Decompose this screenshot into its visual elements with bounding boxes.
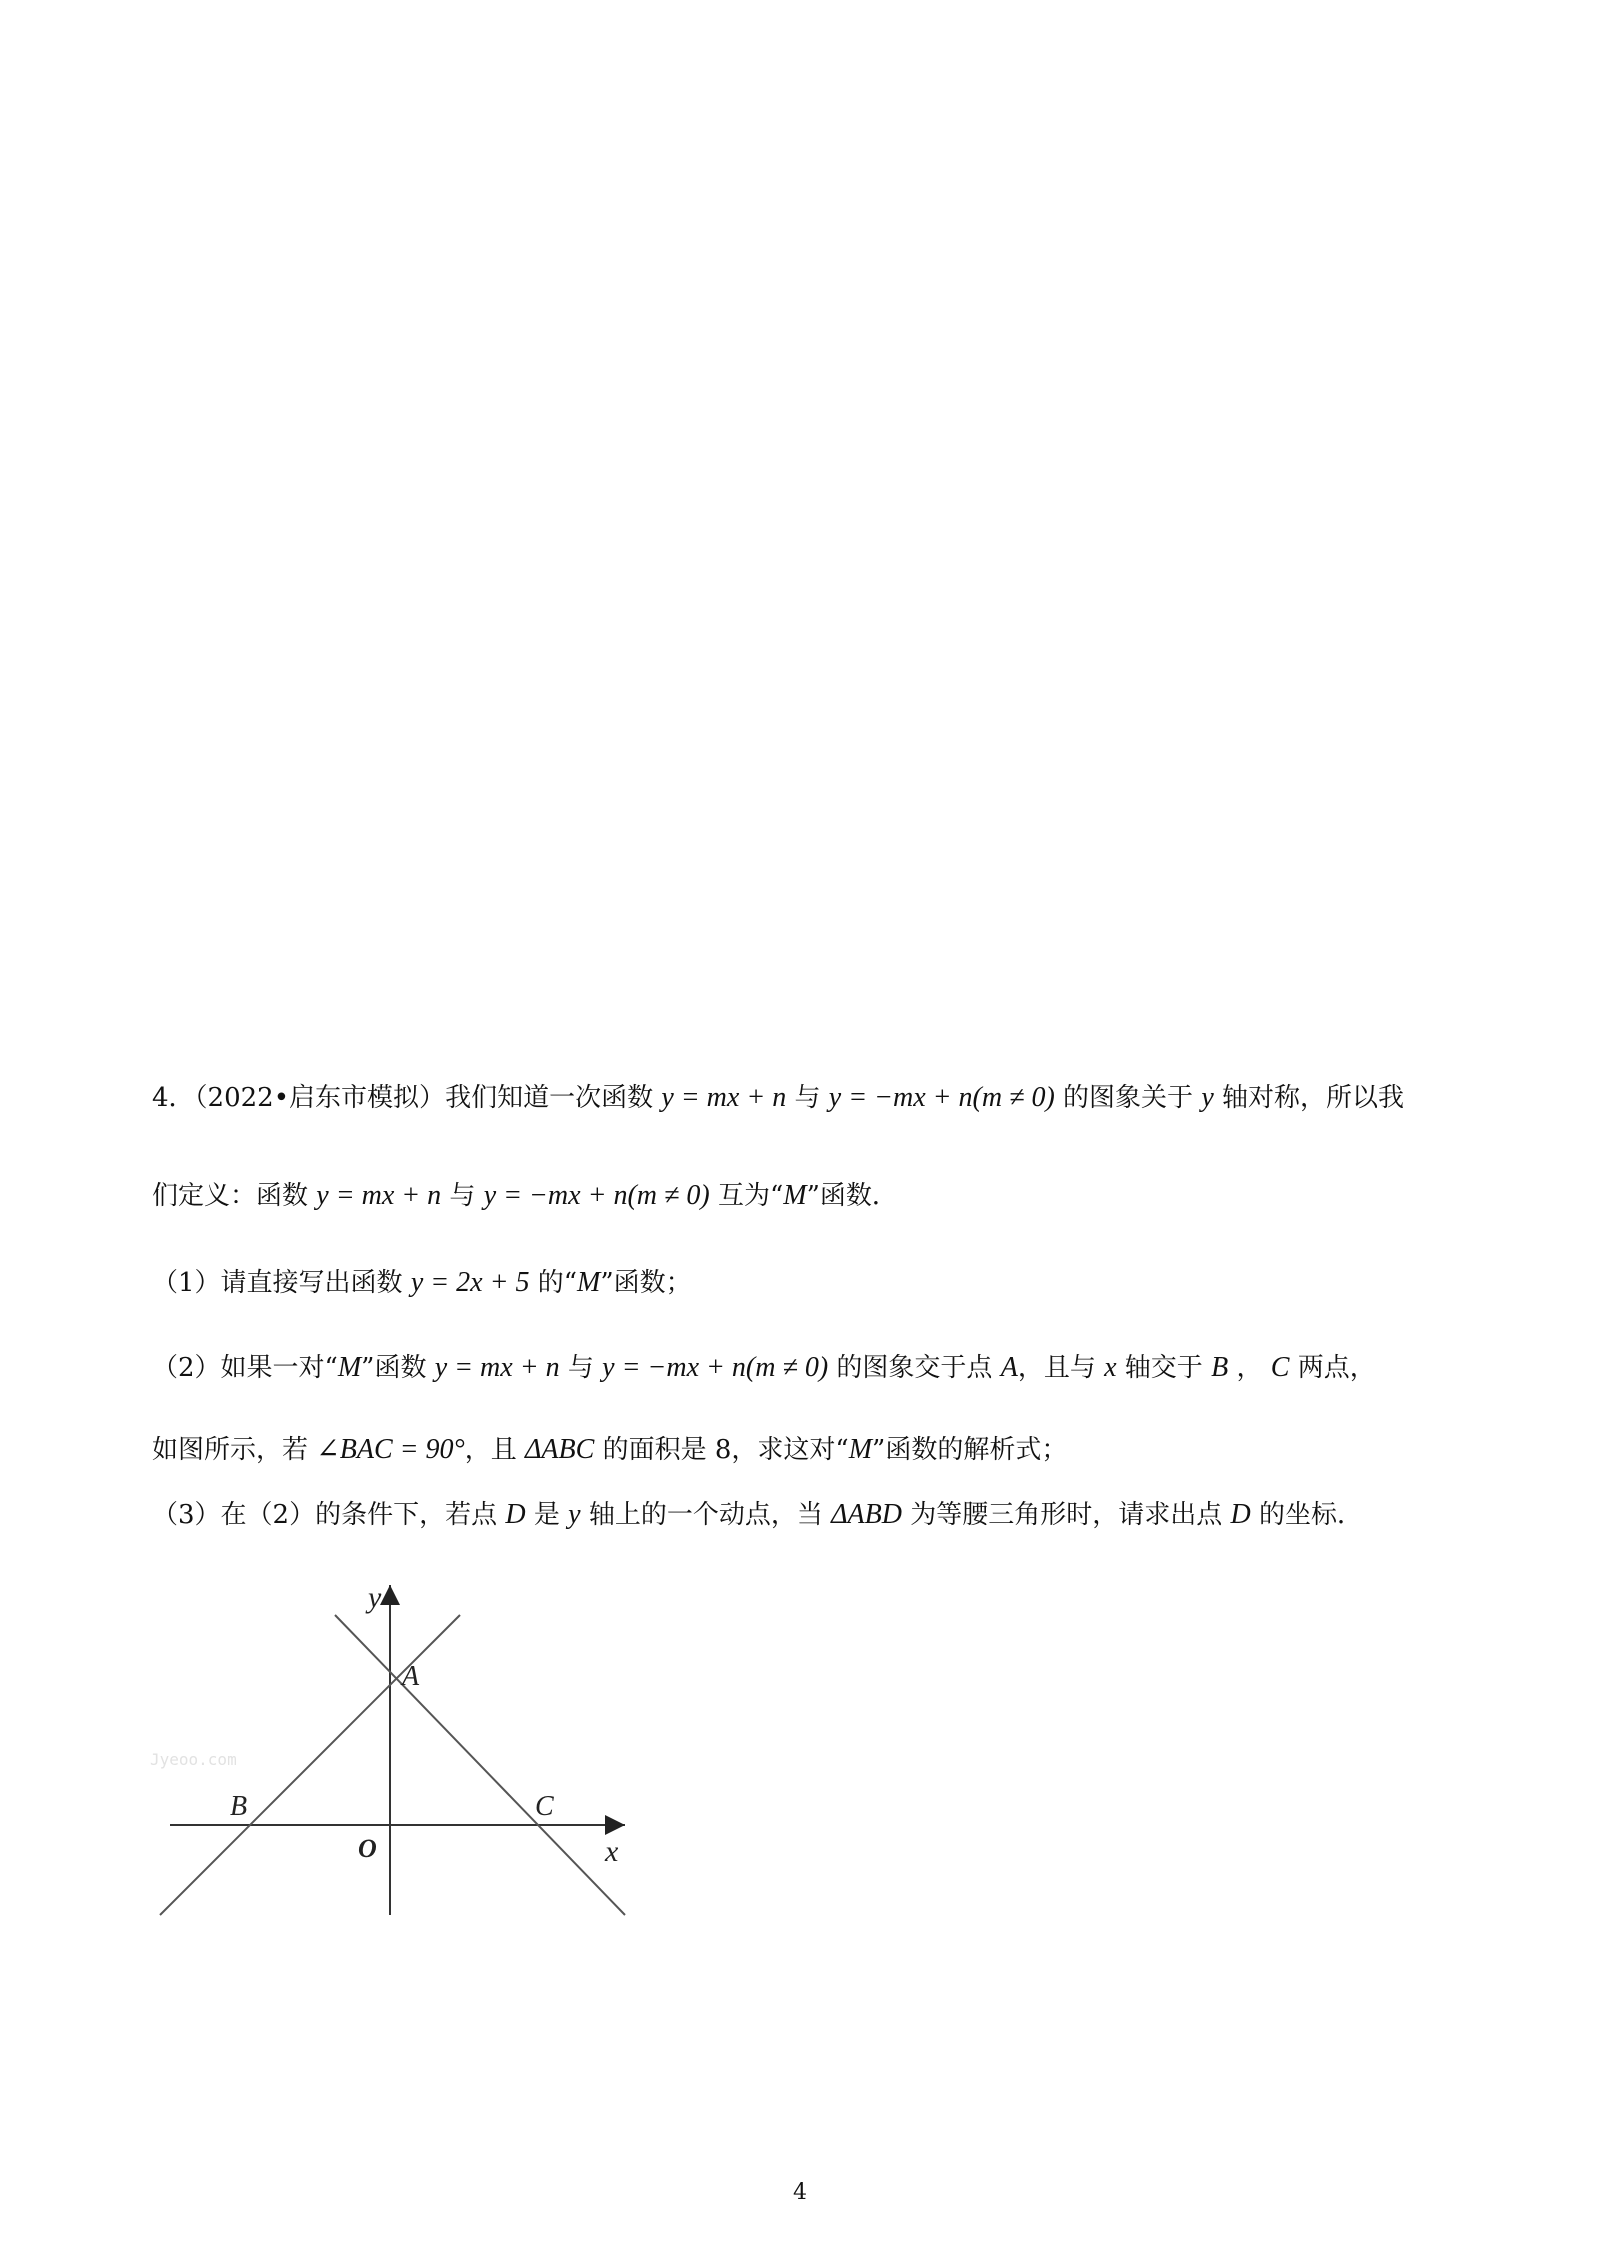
formula: ΔABD bbox=[831, 1499, 902, 1530]
variable: M bbox=[848, 1434, 873, 1465]
formula: y = −mx + n(m ≠ 0) bbox=[483, 1180, 710, 1211]
text: （1）请直接写出函数 bbox=[152, 1268, 403, 1298]
formula: ∠BAC = 90° bbox=[316, 1434, 465, 1465]
text: ，且 bbox=[464, 1435, 517, 1465]
text: 我们知道一次函数 bbox=[445, 1083, 654, 1113]
text: 与 bbox=[567, 1353, 594, 1383]
text: ”函数； bbox=[600, 1268, 692, 1298]
variable: D bbox=[1230, 1499, 1251, 1530]
text: 轴交于 bbox=[1124, 1353, 1203, 1383]
text: 轴上的一个动点，当 bbox=[588, 1500, 823, 1530]
problem-line-1 bbox=[152, 1080, 1404, 1116]
label-c: C bbox=[535, 1791, 554, 1822]
variable: A bbox=[1000, 1352, 1018, 1383]
formula: y = mx + n bbox=[434, 1352, 560, 1383]
watermark: Jyeoo.com bbox=[150, 1750, 237, 1769]
problem-number: 4． bbox=[152, 1083, 195, 1113]
label-x: x bbox=[605, 1835, 619, 1868]
page-number: 4 bbox=[793, 2180, 807, 2205]
variable: D bbox=[505, 1499, 526, 1530]
text: 为等腰三角形时，请求出点 bbox=[910, 1500, 1223, 1530]
text: 轴对称，所以我 bbox=[1222, 1083, 1405, 1113]
formula: y = −mx + n(m ≠ 0) bbox=[828, 1082, 1055, 1113]
label-b: B bbox=[230, 1791, 248, 1822]
text: 互为“ bbox=[717, 1181, 784, 1211]
coordinate-figure bbox=[150, 1575, 630, 1935]
text: 的“ bbox=[537, 1268, 578, 1298]
problem-source: （2022•启东市模拟） bbox=[194, 1083, 446, 1113]
formula: y = mx + n bbox=[316, 1180, 442, 1211]
text: ，且与 bbox=[1017, 1353, 1096, 1383]
text: 的图象关于 bbox=[1063, 1083, 1194, 1113]
text: ”函数． bbox=[806, 1181, 898, 1211]
variable: y bbox=[1201, 1082, 1214, 1113]
variable: y bbox=[568, 1499, 581, 1530]
label-o: O bbox=[358, 1834, 377, 1863]
label-y: y bbox=[368, 1581, 382, 1614]
label-a: A bbox=[402, 1661, 420, 1692]
formula: y = −mx + n(m ≠ 0) bbox=[602, 1352, 829, 1383]
text: 是 bbox=[533, 1500, 560, 1530]
text: 的面积是 8，求这对“ bbox=[602, 1435, 849, 1465]
variable: M bbox=[577, 1267, 601, 1298]
line-ac bbox=[335, 1615, 625, 1915]
text: 们定义：函数 bbox=[152, 1181, 309, 1211]
formula: ΔABC bbox=[525, 1434, 595, 1465]
variable: B bbox=[1211, 1352, 1229, 1383]
part-2-line-1 bbox=[152, 1350, 1376, 1386]
variable: M bbox=[783, 1180, 807, 1211]
formula: y = 2x + 5 bbox=[410, 1267, 530, 1298]
variable: x bbox=[1104, 1352, 1117, 1383]
part-2-line-2 bbox=[152, 1432, 1067, 1468]
variable: M bbox=[337, 1352, 362, 1383]
text: 的坐标． bbox=[1259, 1500, 1364, 1530]
part-3 bbox=[152, 1497, 1363, 1533]
variable: C bbox=[1270, 1352, 1290, 1383]
text: （3）在（2）的条件下，若点 bbox=[152, 1500, 498, 1530]
text: ”函数 bbox=[361, 1353, 427, 1383]
text: （2）如果一对“ bbox=[152, 1353, 338, 1383]
text: 与 bbox=[449, 1181, 476, 1211]
text: 的图象交于点 bbox=[836, 1353, 993, 1383]
text: 如图所示，若 bbox=[152, 1435, 309, 1465]
text: 两点， bbox=[1297, 1353, 1376, 1383]
text: ， bbox=[1236, 1353, 1263, 1383]
text: 与 bbox=[794, 1083, 821, 1113]
part-1 bbox=[152, 1265, 692, 1301]
problem-line-2 bbox=[152, 1178, 898, 1214]
text: ”函数的解析式； bbox=[872, 1435, 1068, 1465]
formula: y = mx + n bbox=[661, 1082, 787, 1113]
